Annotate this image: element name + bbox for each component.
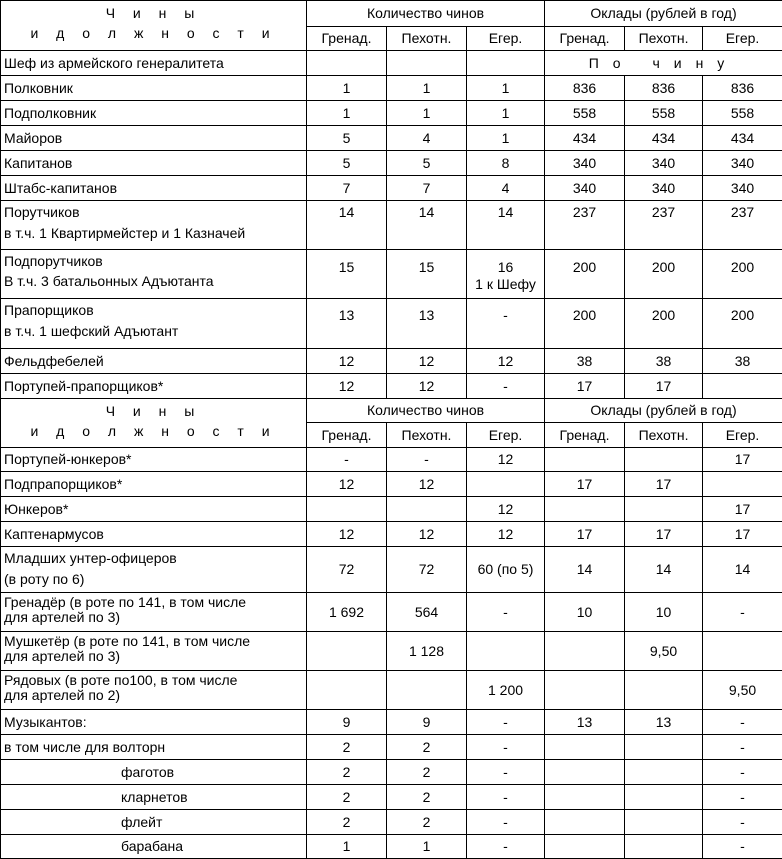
table-row [1,760,782,785]
rank-name: флейт [1,810,307,835]
count-grenad: 12 [307,349,387,374]
salary-eger: 9,50 [703,671,782,710]
count-pekhotn: - [387,448,467,472]
count-grenad: 14 [307,201,387,250]
salary-pekhotn: 10 [625,593,703,632]
rank-name: барабана [1,835,307,859]
salary-pekhotn: 340 [625,176,703,201]
salary-pekhotn: 17 [625,522,703,547]
count-grenad: 13 [307,299,387,349]
salary-pekhotn [625,735,703,760]
table-row [1,547,782,593]
col-salary-grenad: Гренад. [545,423,625,448]
count-grenad: 9 [307,710,387,735]
count-grenad [307,497,387,522]
count-grenad: 5 [307,151,387,176]
salary-eger: 200 [703,250,782,299]
count-eger: - [467,593,545,632]
count-group-header: Количество чинов [307,399,545,423]
salary-grenad: 340 [545,176,625,201]
count-grenad [307,632,387,671]
salary-pekhotn [625,810,703,835]
table-row [1,497,782,522]
salary-pekhotn: 17 [625,374,703,399]
count-grenad: - [307,448,387,472]
salary-grenad [545,671,625,710]
count-grenad: 2 [307,760,387,785]
salary-grenad [545,835,625,859]
count-grenad: 12 [307,522,387,547]
salary-pekhotn: 340 [625,151,703,176]
salary-pekhotn: 17 [625,472,703,497]
salary-grenad: 10 [545,593,625,632]
salary-pekhotn: 38 [625,349,703,374]
salary-eger: - [703,835,782,859]
salary-eger: 340 [703,151,782,176]
salary-group-header: Оклады (рублей в год) [545,1,782,27]
table-row [1,472,782,497]
salary-pekhotn [625,835,703,859]
table-row [1,299,782,349]
rank-name: Портупей-юнкеров* [1,448,307,472]
salary-pekhotn: 237 [625,201,703,250]
table-row [1,126,782,151]
ranks-header-line2: и д о л ж н о с т и [1,421,306,441]
col-salary-grenad: Гренад. [545,27,625,51]
ranks-header [1,1,307,51]
salary-pekhotn [625,671,703,710]
count-pekhotn: 15 [387,250,467,299]
rank-name: кларнетов [1,785,307,810]
count-pekhotn: 5 [387,151,467,176]
rank-name: Штабс-капитанов [1,176,307,201]
col-grenad: Гренад. [307,27,387,51]
count-pekhotn: 12 [387,522,467,547]
count-eger: 12 [467,349,545,374]
salary-eger: 17 [703,448,782,472]
salary-eger: 200 [703,299,782,349]
salary-eger: - [703,710,782,735]
salary-grenad: 200 [545,250,625,299]
table-row [1,151,782,176]
count-pekhotn [387,497,467,522]
salary-pekhotn: 13 [625,710,703,735]
count-eger-main: 16 [467,259,544,276]
table-row [1,201,782,250]
count-grenad: 1 [307,835,387,859]
salary-eger: 237 [703,201,782,250]
table-row [1,176,782,201]
salary-pekhotn: 14 [625,547,703,593]
col-eger: Егер. [467,27,545,51]
count-pekhotn: 564 [387,593,467,632]
count-pekhotn: 1 128 [387,632,467,671]
salary-grenad: 434 [545,126,625,151]
salary-eger: 836 [703,76,782,101]
salary-eger: 17 [703,497,782,522]
rank-name: Каптенармусов [1,522,307,547]
count-eger [467,472,545,497]
salary-pekhotn: 200 [625,299,703,349]
count-pekhotn: 2 [387,760,467,785]
count-pekhotn: 13 [387,299,467,349]
count-pekhotn: 72 [387,547,467,593]
count-eger: 1 [467,101,545,126]
rank-name: Юнкеров* [1,497,307,522]
salary-eger: 434 [703,126,782,151]
salary-eger: - [703,810,782,835]
salary-grenad: 340 [545,151,625,176]
count-grenad [307,671,387,710]
salary-eger [703,472,782,497]
rank-name-main: Гренадёр (в роте по 141, в том числе [4,595,303,610]
salary-grenad: 17 [545,374,625,399]
count-pekhotn: 1 [387,101,467,126]
count-grenad: 12 [307,374,387,399]
count-group-header: Количество чинов [307,1,545,27]
header-row-1-repeat [1,399,782,423]
salary-pekhotn [625,497,703,522]
count-pekhotn: 4 [387,126,467,151]
count-grenad: 12 [307,472,387,497]
salary-pekhotn: 836 [625,76,703,101]
rank-name: Полковник [1,76,307,101]
count-grenad: 1 [307,101,387,126]
count-eger [467,250,545,299]
header-row-1 [1,1,782,27]
salary-grenad: 38 [545,349,625,374]
salary-eger: - [703,735,782,760]
count-grenad: 5 [307,126,387,151]
rank-name [1,547,307,593]
rank-name [1,201,307,250]
count-grenad: 1 692 [307,593,387,632]
count-eger: 1 [467,126,545,151]
po-chinu-note: По чину [545,51,782,76]
salary-pekhotn: 200 [625,250,703,299]
rank-name [1,632,307,671]
table-row [1,810,782,835]
salary-eger: - [703,593,782,632]
rank-name: Подполковник [1,101,307,126]
table-row [1,522,782,547]
col-grenad: Гренад. [307,423,387,448]
rank-name: в том числе для волторн [1,735,307,760]
salary-grenad [545,785,625,810]
count-eger: - [467,710,545,735]
table-row [1,349,782,374]
count-eger: 14 [467,201,545,250]
rank-name-note: (в роту по 6) [4,571,303,588]
salary-grenad [545,760,625,785]
rank-name: Капитанов [1,151,307,176]
rank-name-main: Прапорщиков [4,302,303,319]
salary-grenad [545,735,625,760]
rank-name [1,671,307,710]
table-row [1,374,782,399]
table-row [1,448,782,472]
rank-name-main: Младших унтер-офицеров [4,550,303,567]
col-pekhotn: Пехотн. [387,27,467,51]
salary-group-header: Оклады (рублей в год) [545,399,782,423]
col-salary-eger: Егер. [703,27,782,51]
count-eger: 12 [467,522,545,547]
salary-eger [703,632,782,671]
salary-eger: 38 [703,349,782,374]
table-row [1,735,782,760]
ranks-header-line1: Ч и н ы [1,3,306,23]
table-row [1,101,782,126]
rank-name [1,299,307,349]
salary-eger: 340 [703,176,782,201]
count-pekhotn: 1 [387,835,467,859]
rank-name [1,250,307,299]
table-row [1,250,782,299]
salary-pekhotn: 558 [625,101,703,126]
salary-grenad [545,448,625,472]
ranks-header-line1: Ч и н ы [1,401,306,421]
salary-grenad: 13 [545,710,625,735]
count-pekhotn: 12 [387,472,467,497]
rank-name-main: Мушкетёр (в роте по 141, в том числе [4,634,303,649]
salary-pekhotn [625,785,703,810]
rank-name: Подпрапорщиков* [1,472,307,497]
count-grenad: 2 [307,785,387,810]
salary-eger: - [703,760,782,785]
salary-grenad: 836 [545,76,625,101]
rank-name-main: Подпорутчиков [4,253,303,270]
salary-grenad: 558 [545,101,625,126]
count-pekhotn: 1 [387,76,467,101]
table-row [1,785,782,810]
salary-grenad [545,632,625,671]
rank-name-note: в т.ч. 1 шефский Адъютант [4,323,303,340]
salary-eger: 14 [703,547,782,593]
salary-grenad: 17 [545,472,625,497]
count-eger-note: 1 к Шефу [467,276,544,293]
table-row [1,593,782,632]
salary-eger: - [703,785,782,810]
salary-grenad: 237 [545,201,625,250]
count-eger: 12 [467,497,545,522]
count-eger: - [467,835,545,859]
count-pekhotn: 12 [387,374,467,399]
table-row [1,76,782,101]
salary-grenad: 200 [545,299,625,349]
col-salary-pekhotn: Пехотн. [625,27,703,51]
rank-name: Портупей-прапорщиков* [1,374,307,399]
count-grenad: 15 [307,250,387,299]
rank-name-note: В т.ч. 3 батальонных Адъютанта [4,273,303,290]
count-eger: - [467,299,545,349]
count-grenad: 1 [307,76,387,101]
count-pekhotn: 2 [387,785,467,810]
salary-grenad: 17 [545,522,625,547]
count-eger: - [467,810,545,835]
salary-eger [703,374,782,399]
count-grenad: 2 [307,735,387,760]
count-eger: - [467,735,545,760]
rank-name: Фельдфебелей [1,349,307,374]
count-pekhotn: 9 [387,710,467,735]
rank-name-note: в т.ч. 1 Квартирмейстер и 1 Казначей [4,225,303,242]
salary-grenad: 14 [545,547,625,593]
count-pekhotn: 14 [387,201,467,250]
table-row [1,710,782,735]
count-pekhotn: 7 [387,176,467,201]
table-row [1,632,782,671]
rank-name-note: для артелей по 3) [4,649,303,664]
table-row [1,671,782,710]
salary-pekhotn: 434 [625,126,703,151]
count-pekhotn: 2 [387,810,467,835]
count-grenad: 2 [307,810,387,835]
salary-pekhotn [625,448,703,472]
count-pekhotn: 2 [387,735,467,760]
count-eger: - [467,374,545,399]
count-eger: - [467,785,545,810]
count-eger: - [467,760,545,785]
ranks-header-line2: и д о л ж н о с т и [1,23,306,43]
table-row [1,835,782,859]
col-eger: Егер. [467,423,545,448]
rank-name-main: Порутчиков [4,204,303,221]
count-pekhotn: 12 [387,349,467,374]
count-eger: 8 [467,151,545,176]
count-eger: 12 [467,448,545,472]
salary-grenad [545,497,625,522]
col-salary-pekhotn: Пехотн. [625,423,703,448]
rank-name: Шеф из армейского генералитета [1,51,307,76]
rank-name: Майоров [1,126,307,151]
salary-pekhotn: 9,50 [625,632,703,671]
salary-grenad [545,810,625,835]
count-eger: 4 [467,176,545,201]
salary-pekhotn [625,760,703,785]
count-eger: 1 [467,76,545,101]
col-pekhotn: Пехотн. [387,423,467,448]
count-eger [467,632,545,671]
count-grenad: 72 [307,547,387,593]
count-grenad: 7 [307,176,387,201]
table-row [1,51,782,76]
salary-eger: 558 [703,101,782,126]
salary-eger: 17 [703,522,782,547]
ranks-header [1,399,307,448]
count-eger: 1 200 [467,671,545,710]
rank-name: Музыкантов: [1,710,307,735]
col-salary-eger: Егер. [703,423,782,448]
rank-name-note: для артелей по 3) [4,610,303,625]
rank-name-note: для артелей по 2) [4,688,303,703]
rank-name [1,593,307,632]
rank-name: фаготов [1,760,307,785]
count-pekhotn [387,671,467,710]
rank-name-main: Рядовых (в роте по100, в том числе [4,673,303,688]
count-eger: 60 (по 5) [467,547,545,593]
